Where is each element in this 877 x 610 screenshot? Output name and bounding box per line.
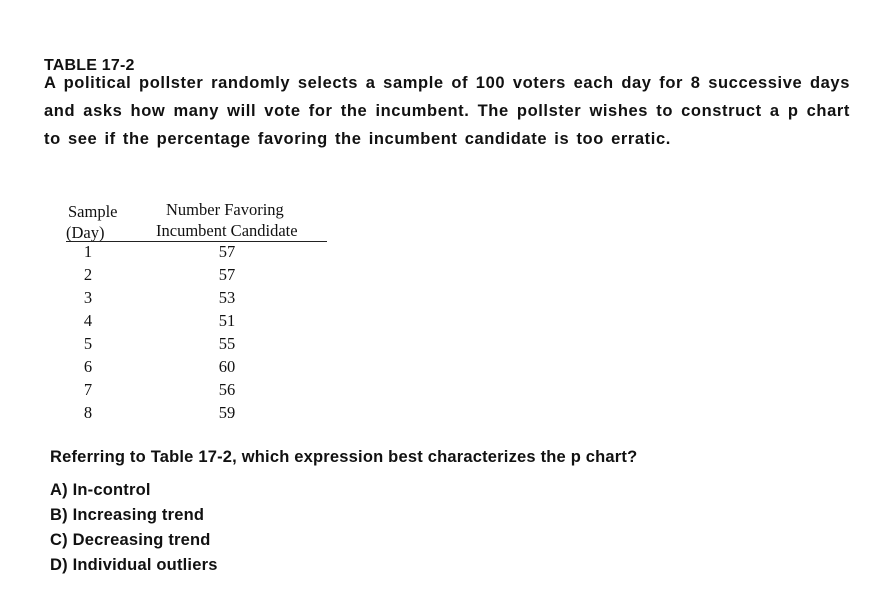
problem-description: A political pollster randomly selects a sample of 100 voters each day for 8 successive days and asks how many will vote for the incumbent. The pollster wishes to construct a p chart to see if the percentage favoring the incumbent candidate is too erratic. <box>44 74 850 148</box>
cell-count: 56 <box>218 380 236 399</box>
cell-count: 60 <box>218 357 236 376</box>
table-row <box>62 356 332 378</box>
question-text: Referring to Table 17-2, which expression best characterizes the p chart? <box>50 448 638 466</box>
table-row <box>62 264 332 286</box>
table-row <box>62 241 332 263</box>
cell-day: 4 <box>83 311 93 330</box>
option-c[interactable]: C) Decreasing trend <box>50 531 211 549</box>
cell-day: 6 <box>83 357 93 376</box>
cell-count: 57 <box>218 265 236 284</box>
header-incumbent-candidate: Incumbent Candidate <box>156 221 298 240</box>
cell-count: 53 <box>218 288 236 307</box>
cell-day: 8 <box>83 403 93 422</box>
cell-day: 5 <box>83 334 93 353</box>
table-row <box>62 379 332 401</box>
cell-count: 55 <box>218 334 236 353</box>
table-row <box>62 333 332 355</box>
table-title: TABLE 17-2 <box>44 57 135 74</box>
cell-count: 57 <box>218 242 236 261</box>
cell-count: 59 <box>218 403 236 422</box>
table-row <box>62 287 332 309</box>
option-b[interactable]: B) Increasing trend <box>50 506 205 524</box>
cell-day: 3 <box>83 288 93 307</box>
table-row <box>62 402 332 424</box>
cell-day: 7 <box>83 380 93 399</box>
cell-count: 51 <box>218 311 236 330</box>
cell-day: 1 <box>83 242 93 261</box>
table-row <box>62 310 332 332</box>
header-number-favoring: Number Favoring <box>166 200 284 219</box>
header-sample-day: (Day) <box>66 223 105 242</box>
option-d[interactable]: D) Individual outliers <box>50 556 218 574</box>
header-sample: Sample <box>68 202 118 221</box>
option-a[interactable]: A) In-control <box>50 481 151 499</box>
cell-day: 2 <box>83 265 93 284</box>
